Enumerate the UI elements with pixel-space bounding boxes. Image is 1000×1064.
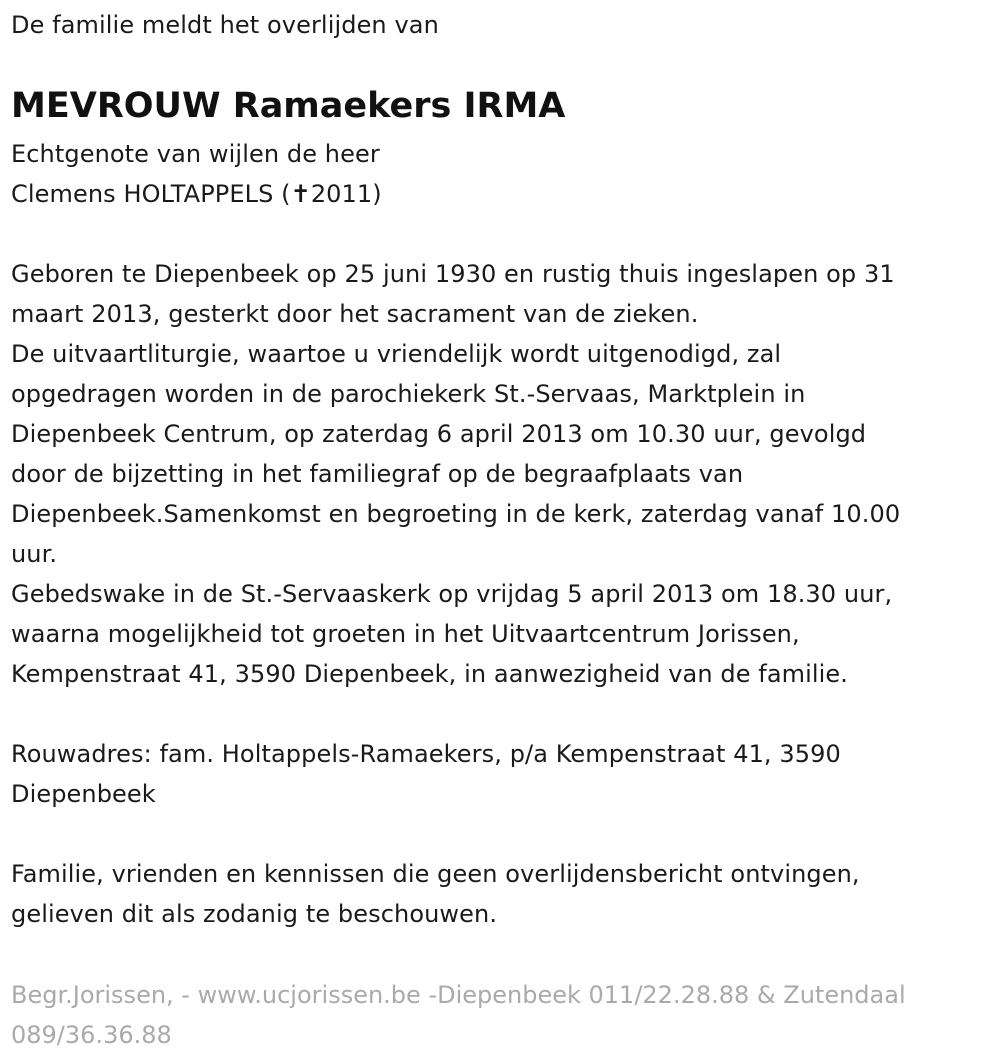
body-line: Diepenbeek.Samenkomst en begroeting in de kerk, zaterdag vanaf 10.00	[11, 500, 901, 528]
deceased-name: MEVROUW Ramaekers IRMA	[11, 86, 566, 126]
address-line: Rouwadres: fam. Holtappels-Ramaekers, p/a Kempenstraat 41, 3590	[11, 740, 841, 768]
body-line: De uitvaartliturgie, waartoe u vriendelijk wordt uitgenodigd, zal	[11, 340, 782, 368]
footer-line: 089/36.36.88	[11, 1021, 172, 1049]
spouse-line: Clemens HOLTAPPELS (✝2011)	[11, 180, 382, 208]
mourning-address	[11, 734, 841, 814]
notice-body	[11, 254, 900, 694]
body-line: maart 2013, gesterkt door het sacrament van de zieken.	[11, 300, 699, 328]
body-line: Geboren te Diepenbeek op 25 juni 1930 en rustig thuis ingeslapen op 31	[11, 260, 895, 288]
closing-line: Familie, vrienden en kennissen die geen overlijdensbericht ontvingen,	[11, 860, 860, 888]
closing-line: gelieven dit als zodanig te beschouwen.	[11, 900, 498, 928]
address-line: Diepenbeek	[11, 780, 156, 808]
body-line: waarna mogelijkheid tot groeten in het Uitvaartcentrum Jorissen,	[11, 620, 800, 648]
spouse-section	[11, 134, 382, 214]
intro-text: De familie meldt het overlijden van	[11, 11, 439, 39]
body-line: Gebedswake in de St.-Servaaskerk op vrijdag 5 april 2013 om 18.30 uur,	[11, 580, 893, 608]
body-line: uur.	[11, 540, 58, 568]
body-line: Kempenstraat 41, 3590 Diepenbeek, in aanwezigheid van de familie.	[11, 660, 849, 688]
footer-line: Begr.Jorissen, - www.ucjorissen.be -Diepenbeek 011/22.28.88 & Zutendaal	[11, 981, 906, 1009]
spouse-line: Echtgenote van wijlen de heer	[11, 140, 380, 168]
body-line: door de bijzetting in het familiegraf op de begraafplaats van	[11, 460, 744, 488]
body-line: opgedragen worden in de parochiekerk St.-Servaas, Marktplein in	[11, 380, 806, 408]
body-line: Diepenbeek Centrum, op zaterdag 6 april 2013 om 10.30 uur, gevolgd	[11, 420, 867, 448]
funeral-home-footer	[11, 975, 906, 1055]
closing-note	[11, 854, 860, 934]
